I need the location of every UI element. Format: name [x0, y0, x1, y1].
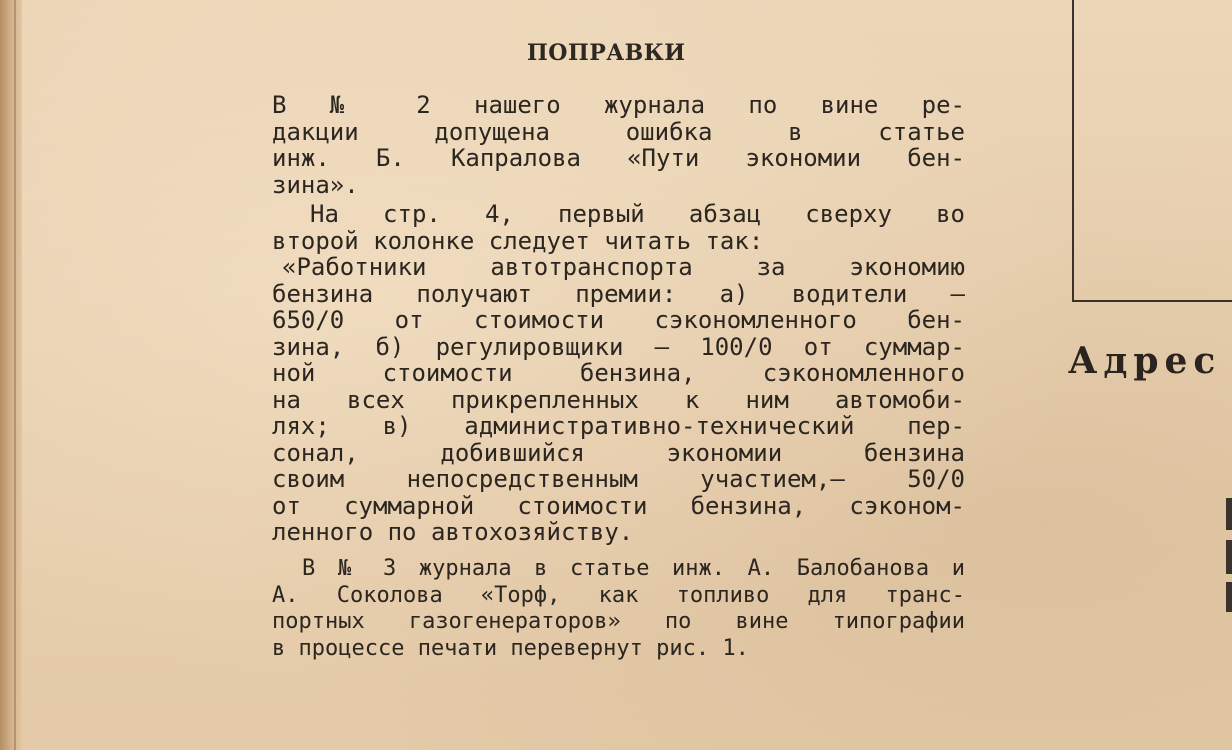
edge-mark [1226, 498, 1232, 530]
text-line: дакции допущена ошибка в статье [272, 118, 965, 145]
paragraph-1 [272, 92, 965, 198]
text-line: В № 3 журнала в статье инж. А. Балобанова и [302, 556, 965, 581]
text-line: В № 2 нашего журнала по вине ре- [272, 92, 965, 119]
text-line: На стр. 4, первый абзац сверху во [310, 201, 965, 228]
text-line: от суммарной стоимости бензина, сэконом- [272, 492, 965, 519]
text-line: лях; в) административно-технический пер- [272, 413, 965, 440]
text-line: ленного по автохозяйству. [272, 519, 634, 546]
text-line: своим непосредственным участием,— 50/0 [272, 466, 965, 493]
text-line: сонал, добившийся экономии бензина [272, 439, 965, 466]
text-line: зина». [272, 171, 359, 198]
adjacent-frame [1072, 0, 1232, 302]
text-line: инж. Б. Капралова «Пути экономии бен- [272, 145, 965, 172]
text-line: в процессе печати перевернут рис. 1. [272, 635, 749, 661]
spine-edge-line [14, 0, 16, 750]
page-title: ПОПРАВКИ [527, 40, 686, 66]
text-line: портных газогенераторов» по вине типографии [272, 609, 965, 634]
book-spine [0, 0, 22, 750]
edge-mark [1226, 582, 1232, 612]
text-line: 650/0 от стоимости сэкономленного бен- [272, 307, 965, 334]
edge-mark [1226, 540, 1232, 574]
text-line: бензина получают премии: а) водители — [272, 280, 965, 307]
text-line: А. Соколова «Торф, как топливо для транс- [272, 582, 965, 608]
text-line: ной стоимости бензина, сэкономленного [272, 360, 965, 387]
text-line: зина, б) регулировщики — 100/0 от суммар- [272, 333, 965, 360]
text-line: второй колонке следует читать так: [272, 227, 764, 254]
paragraph-3 [272, 556, 965, 662]
paragraph-2 [272, 201, 965, 546]
adjacent-heading-fragment: Адрес [1068, 340, 1222, 382]
text-line: «Работники автотранспорта за экономию [282, 254, 965, 281]
text-line: на всех прикрепленных к ним автомоби- [272, 386, 965, 413]
